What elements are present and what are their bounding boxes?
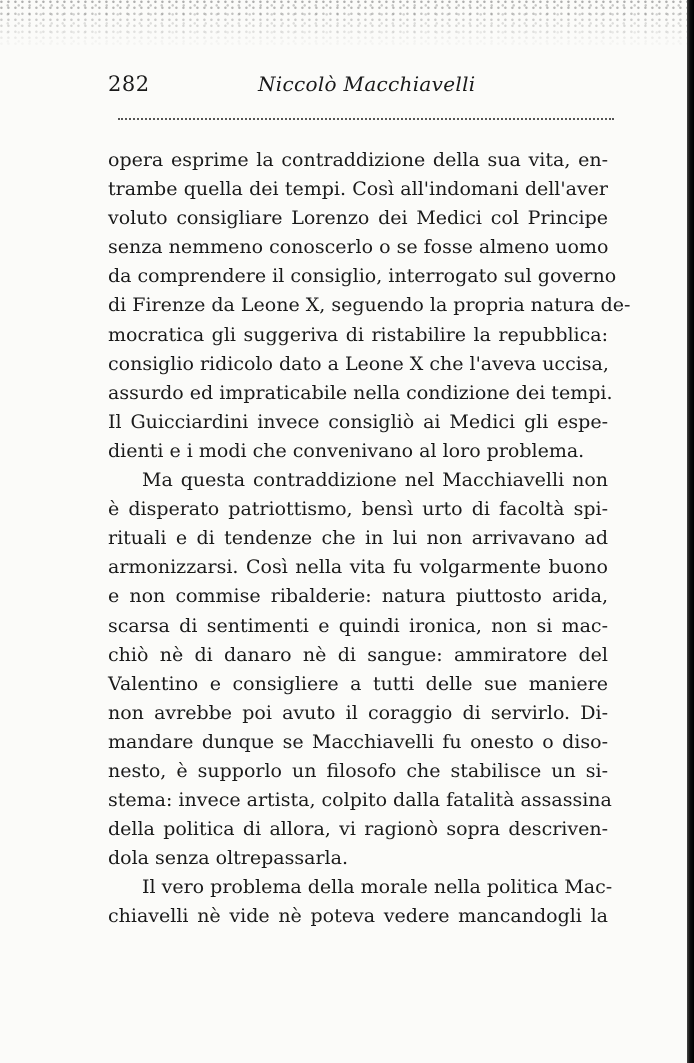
text-line: consiglio ridicolo dato a Leone X che l'aveva uccisa, xyxy=(108,352,609,375)
paragraph-end-line: dola senza oltrepassarla. xyxy=(108,847,348,870)
text-line: chiavelli nè vide nè poteva vedere mancandogli la xyxy=(108,905,608,928)
text-line: di Firenze da Leone X, seguendo la propria natura de- xyxy=(108,294,631,317)
scan-speckle-top xyxy=(0,0,694,48)
text-line: Il Guicciardini invece consigliò ai Medici gli espe- xyxy=(108,410,608,433)
text-line: nesto, è supporlo un filosofo che stabilisce un si- xyxy=(108,759,608,782)
text-line: opera esprime la contraddizione della sua vita, en- xyxy=(108,149,608,171)
paragraph-start-line: Ma questa contraddizione nel Macchiavelli non xyxy=(142,469,608,492)
text-line: trambe quella dei tempi. Così all'indomani dell'aver xyxy=(108,178,608,201)
paragraph-start-line: Il vero problema della morale nella politica Mac- xyxy=(142,876,613,899)
text-line: mocratica gli suggeriva di ristabilire la repubblica: xyxy=(108,323,608,346)
running-head: Niccolò Macchiavelli xyxy=(258,72,476,96)
text-line: senza nemmeno conoscerlo o se fosse almeno uomo xyxy=(108,236,609,259)
page-edge-shadow xyxy=(687,0,694,1063)
text-line: della politica di allora, vi ragionò sopra descriven- xyxy=(108,818,608,841)
text-line: armonizzarsi. Così nella vita fu volgarmente buono xyxy=(108,556,608,579)
page-number: 282 xyxy=(108,72,150,96)
text-line: Valentino e consigliere a tutti delle sue maniere xyxy=(108,672,608,695)
text-line: scarsa di sentimenti e quindi ironica, non si mac- xyxy=(108,614,608,637)
body-text xyxy=(108,146,631,932)
text-line: chiò nè di danaro nè di sangue: ammiratore del xyxy=(108,643,608,666)
header-rule xyxy=(118,118,614,120)
paragraph-end-line: dienti e i modi che convenivano al loro problema. xyxy=(108,439,585,462)
text-line: stema: invece artista, colpito dalla fatalità assassina xyxy=(108,789,612,812)
text-line: e non commise ribalderie: natura piuttosto arida, xyxy=(108,585,608,608)
text-line: è disperato patriottismo, bensì urto di facoltà spi- xyxy=(108,498,608,521)
text-line: assurdo ed impraticabile nella condizione dei tempi. xyxy=(108,381,613,404)
text-line: mandare dunque se Macchiavelli fu onesto o diso- xyxy=(108,730,608,753)
text-line: voluto consigliare Lorenzo dei Medici col Principe xyxy=(108,207,608,230)
text-line: rituali e di tendenze che in lui non arrivavano ad xyxy=(108,527,608,550)
text-line: da comprendere il consiglio, interrogato sul governo xyxy=(108,265,617,288)
text-line: non avrebbe poi avuto il coraggio di servirlo. Di- xyxy=(108,701,608,724)
